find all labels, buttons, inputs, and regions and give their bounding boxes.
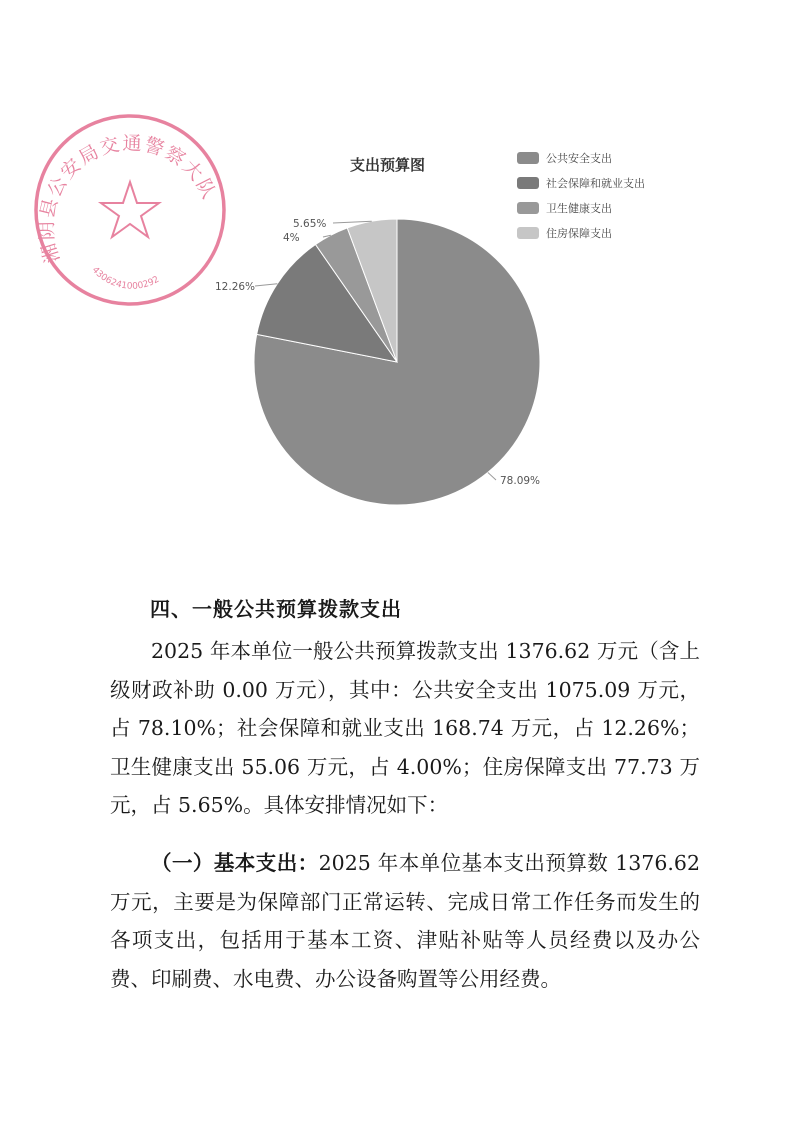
paragraph-basic-expenditure: [110, 844, 700, 998]
expenditure-pie-chart: [180, 140, 660, 550]
pie-data-label-4: 5.65%: [293, 218, 327, 230]
seal-ring-text: 湘阴县公安局交通警察大队: [35, 132, 221, 266]
seal-star-icon: [101, 182, 159, 237]
legend-label-3: 卫生健康支出: [546, 202, 612, 215]
legend-swatch-4: [517, 227, 539, 239]
legend-label-4: 住房保障支出: [546, 227, 612, 240]
pie-data-label-2: 12.26%: [215, 281, 256, 293]
legend-swatch-1: [517, 152, 539, 164]
paragraph-general-budget: 2025 年本单位一般公共预算拨款支出 1376.62 万元（含上级财政补助 0.00 万元），其中：公共安全支出 1075.09 万元，占 78.10%；社会保障和就业支出 168.74 万元，占 12.26%；卫生健康支出 55.06 万元，占 4.00%；住房保障支出 77.73 万元，占 5.65%。具体安排情况如下：: [110, 639, 700, 817]
legend-swatch-2: [517, 177, 539, 189]
sub-heading-basic-expenditure: （一）基本支出：: [151, 851, 319, 875]
pie-data-label-3: 4%: [283, 232, 300, 244]
legend-swatch-3: [517, 202, 539, 214]
seal-code-text: 4306241000292: [89, 265, 162, 292]
legend-label-1: 公共安全支出: [546, 152, 612, 165]
chart-legend: [517, 151, 645, 240]
pie-slices: [254, 219, 540, 505]
pie-leader-line-2: [255, 284, 277, 286]
legend-label-2: 社会保障和就业支出: [546, 177, 645, 190]
pie-data-label-1: 78.09%: [500, 475, 541, 487]
chart-title: 支出预算图: [350, 156, 426, 174]
pie-leader-line-1: [488, 472, 496, 480]
paragraph-basic-expenditure-text: 2025 年本单位基本支出预算数 1376.62 万元，主要是为保障部门正常运转、完成日常工作任务而发生的各项支出，包括用于基本工资、津贴补贴等人员经费以及办公费、印刷费、水电费、办公设备购置等公用经费。: [110, 851, 700, 991]
section-heading: 四、一般公共预算拨款支出: [150, 597, 402, 621]
